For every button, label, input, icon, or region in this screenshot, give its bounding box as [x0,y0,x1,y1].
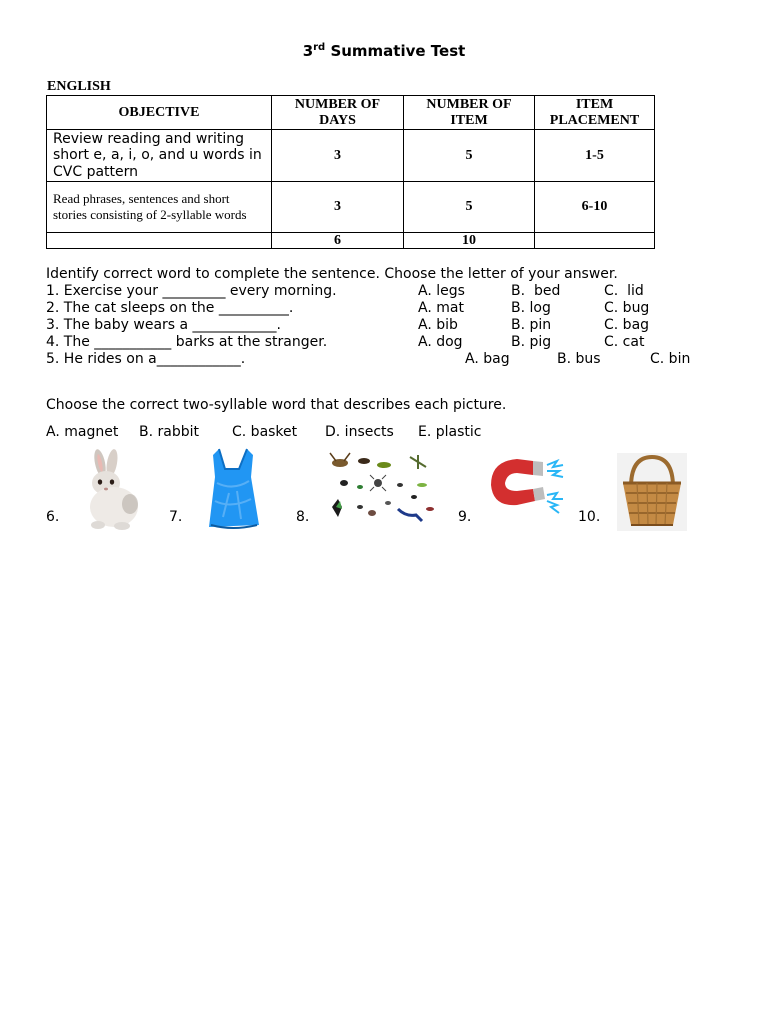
question-3-option-c: C. bag [604,317,650,333]
header-placement: ITEM PLACEMENT [535,96,655,130]
days-cell: 3 [272,182,404,233]
header-days: NUMBER OF DAYS [272,96,404,130]
objective-cell: Read phrases, sentences and short stories consisting of 2-syllable words [47,182,272,233]
placement-cell: 6-10 [535,182,655,233]
question-2: 2. The cat sleeps on the __________. [46,300,294,316]
question-5-option-a: A. bag [465,351,510,367]
question-2-option-a: A. mat [418,300,464,316]
insects-icon [326,451,442,527]
items-cell: 5 [404,182,535,233]
question-1-option-c: C. lid [604,283,644,299]
question-5-option-c: C. bin [650,351,691,367]
basket-icon [617,453,687,531]
question-2-option-b: B. log [511,300,551,316]
page-title: 3rd Summative Test [302,42,466,60]
choice-rabbit: B. rabbit [139,424,199,440]
table-header-row [47,96,655,130]
question-3-option-a: A. bib [418,317,458,333]
question-3: 3. The baby wears a ____________. [46,317,282,333]
question-5: 5. He rides on a____________. [46,351,246,367]
question-1-option-a: A. legs [418,283,465,299]
question-1: 1. Exercise your _________ every morning. [46,283,337,299]
placement-cell: 1-5 [535,130,655,182]
objectives-table [46,95,655,249]
objective-cell: Review reading and writing short e, a, i, o, and u words in CVC pattern [47,130,272,182]
subject-label: ENGLISH [47,79,111,94]
choice-magnet: A. magnet [46,424,119,440]
choice-basket: C. basket [232,424,298,440]
table-total-row [47,233,655,249]
part2-instruction: Choose the correct two-syllable word that describes each picture. [46,397,507,413]
picture-number: 7. [169,509,183,525]
choice-insects: D. insects [325,424,394,440]
table-row [47,130,655,182]
question-4-option-c: C. cat [604,334,645,350]
table-row [47,182,655,233]
question-4-option-a: A. dog [418,334,463,350]
rabbit-icon [78,449,142,531]
question-4: 4. The ___________ barks at the stranger. [46,334,328,350]
picture-number: 9. [458,509,472,525]
question-1-option-b: B. bed [511,283,561,299]
picture-number: 10. [578,509,601,525]
days-cell: 3 [272,130,404,182]
total-days-cell: 6 [272,233,404,249]
plastic-bag-icon [203,447,263,531]
total-items-cell: 10 [404,233,535,249]
total-empty-cell [47,233,272,249]
items-cell: 5 [404,130,535,182]
part1-instruction: Identify correct word to complete the sentence. Choose the letter of your answer. [46,266,618,282]
header-objective: OBJECTIVE [47,96,272,130]
question-4-option-b: B. pig [511,334,552,350]
picture-number: 6. [46,509,60,525]
question-3-option-b: B. pin [511,317,552,333]
magnet-icon [487,455,565,517]
choice-plastic: E. plastic [418,424,482,440]
question-5-option-b: B. bus [557,351,601,367]
picture-number: 8. [296,509,310,525]
question-2-option-c: C. bug [604,300,650,316]
total-empty-cell [535,233,655,249]
header-items: NUMBER OF ITEM [404,96,535,130]
